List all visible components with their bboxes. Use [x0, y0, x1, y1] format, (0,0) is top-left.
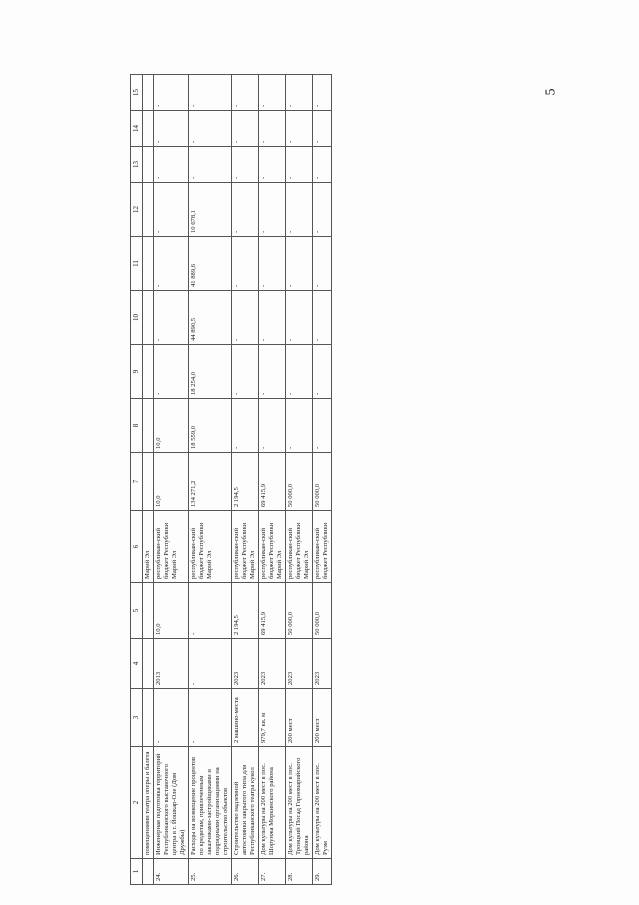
funding-source: республикан-ский бюджет Республики Марий Эл: [286, 511, 313, 583]
col-header: 11: [131, 237, 143, 291]
row-number: 29.: [313, 859, 332, 885]
col-header: 7: [131, 453, 143, 511]
cell: [142, 111, 153, 147]
year: -: [188, 639, 231, 689]
year: 2023: [286, 639, 313, 689]
cell: [142, 399, 153, 453]
value-col-15: -: [313, 75, 332, 111]
value-col-14: -: [188, 111, 231, 147]
value-col-12: -: [153, 183, 188, 237]
capacity: 200 мест: [313, 689, 332, 747]
row-number: 25.: [188, 859, 231, 885]
col-header: 8: [131, 399, 143, 453]
value-col-12: -: [231, 183, 258, 237]
table-row: [286, 75, 313, 885]
value-col-7: 50 000,0: [286, 453, 313, 511]
capacity: 200 мест: [286, 689, 313, 747]
value-col-7: 69 415,9: [258, 453, 285, 511]
cell: [142, 859, 153, 885]
value-col-9: -: [313, 345, 332, 399]
funding-source: республикан-ский бюджет Республики: [313, 511, 332, 583]
cell: [142, 183, 153, 237]
value-col-9: -: [231, 345, 258, 399]
value-col-12: -: [286, 183, 313, 237]
col-header: 10: [131, 291, 143, 345]
value-col-12: -: [313, 183, 332, 237]
value-col-14: -: [258, 111, 285, 147]
value-col-13: -: [231, 147, 258, 183]
year: 2023: [258, 639, 285, 689]
cell: [142, 147, 153, 183]
value-col-15: -: [188, 75, 231, 111]
cell: [142, 583, 153, 639]
object-name: Расходы на возмещение процентов по кредитам, привлеченным заказчиками-застройщиками и подрядными организациями на строительство объектов: [188, 747, 231, 859]
col-header: 4: [131, 639, 143, 689]
col-header: 14: [131, 111, 143, 147]
value-col-9: -: [153, 345, 188, 399]
value-col-11: -: [286, 237, 313, 291]
value-col-11: 41 889,6: [188, 237, 231, 291]
value-col-10: 44 890,5: [188, 291, 231, 345]
funding-source: республикан-ский бюджет Республики Марий Эл: [188, 511, 231, 583]
value-col-8: -: [313, 399, 332, 453]
cell: [142, 291, 153, 345]
value-col-13: -: [153, 147, 188, 183]
table-row: [188, 75, 231, 885]
value-col-14: -: [231, 111, 258, 147]
value-col-7: 134 271,2: [188, 453, 231, 511]
year: 2013: [153, 639, 188, 689]
value-col-10: -: [153, 291, 188, 345]
cell: [142, 75, 153, 111]
funding-source: республикан-ский бюджет Республики Марий Эл: [231, 511, 258, 583]
value-col-15: -: [286, 75, 313, 111]
value-col-13: -: [286, 147, 313, 183]
object-name: Дом культуры на 200 мест в пос. Троицкий Посад Горномарийского района: [286, 747, 313, 859]
capacity: 979,7 кв. м: [258, 689, 285, 747]
col-header: 6: [131, 511, 143, 583]
value-col-15: -: [231, 75, 258, 111]
value-col-12: -: [258, 183, 285, 237]
value-col-7: 50 000,0: [313, 453, 332, 511]
cell: [142, 689, 153, 747]
value-col-11: -: [313, 237, 332, 291]
table-row: [153, 75, 188, 885]
col-header: 15: [131, 75, 143, 111]
rotated-table-wrapper: [130, 89, 630, 885]
col-header: 13: [131, 147, 143, 183]
table-row: [258, 75, 285, 885]
capacity: 2 машино-места: [231, 689, 258, 747]
value-col-8: -: [231, 399, 258, 453]
value-col-10: -: [258, 291, 285, 345]
col-header: 2: [131, 747, 143, 859]
value-col-11: -: [258, 237, 285, 291]
value-col-13: -: [188, 147, 231, 183]
value-col-13: -: [258, 147, 285, 183]
value-col-8: 18 559,0: [188, 399, 231, 453]
value-col-14: -: [313, 111, 332, 147]
value-col-7: 10,0: [153, 453, 188, 511]
cell: [142, 639, 153, 689]
row-number: 28.: [286, 859, 313, 885]
row-number: 24.: [153, 859, 188, 885]
table-row: [231, 75, 258, 885]
table-row: [313, 75, 332, 885]
total-cost: 50 000,0: [313, 583, 332, 639]
value-col-9: -: [286, 345, 313, 399]
value-col-10: -: [286, 291, 313, 345]
col-header: 1: [131, 859, 143, 885]
col-header: 9: [131, 345, 143, 399]
capacity: -: [153, 689, 188, 747]
continuation-row: [142, 75, 153, 885]
cell: [142, 453, 153, 511]
total-cost: 50 000,0: [286, 583, 313, 639]
value-col-10: -: [231, 291, 258, 345]
value-col-9: -: [258, 345, 285, 399]
object-name: Инженерная подготовка территорий Республиканского выставочного центра в г. Йошкар-Оле (Дом Дружбы): [153, 747, 188, 859]
cell: [142, 237, 153, 291]
total-cost: -: [188, 583, 231, 639]
total-cost: 2 194,5: [231, 583, 258, 639]
cell: [142, 345, 153, 399]
value-col-8: -: [286, 399, 313, 453]
total-cost: 10,0: [153, 583, 188, 639]
value-col-15: -: [153, 75, 188, 111]
header-row: [131, 75, 143, 885]
col-header: 12: [131, 183, 143, 237]
object-name: Строительство надземной автостоянки закрытого типа для Республиканского театра кукол: [231, 747, 258, 859]
page-number: 5: [543, 88, 559, 96]
value-col-11: -: [231, 237, 258, 291]
continuation-name: помещениями театра оперы и балета: [142, 747, 153, 859]
row-number: 26.: [231, 859, 258, 885]
value-col-7: 2 194,5: [231, 453, 258, 511]
funding-source: республикан-ский бюджет Республики Марий Эл: [153, 511, 188, 583]
value-col-9: 18 254,0: [188, 345, 231, 399]
value-col-15: -: [258, 75, 285, 111]
row-number: 27.: [258, 859, 285, 885]
capacity: -: [188, 689, 231, 747]
continuation-source: Марий Эл: [142, 511, 153, 583]
year: 2023: [231, 639, 258, 689]
object-name: Дом культуры на 200 мест в пос. Шорунжа Моркинского района: [258, 747, 285, 859]
value-col-14: -: [286, 111, 313, 147]
total-cost: 69 415,9: [258, 583, 285, 639]
col-header: 3: [131, 689, 143, 747]
program-table: [130, 74, 332, 885]
value-col-8: -: [258, 399, 285, 453]
object-name: Дом культуры на 200 мест в пос. Руэм: [313, 747, 332, 859]
value-col-10: -: [313, 291, 332, 345]
value-col-8: 10,0: [153, 399, 188, 453]
table-body: [131, 75, 332, 885]
value-col-13: -: [313, 147, 332, 183]
col-header: 5: [131, 583, 143, 639]
value-col-14: -: [153, 111, 188, 147]
value-col-12: 10 678,1: [188, 183, 231, 237]
value-col-11: -: [153, 237, 188, 291]
year: 2023: [313, 639, 332, 689]
funding-source: республикан-ский бюджет Республики Марий Эл: [258, 511, 285, 583]
